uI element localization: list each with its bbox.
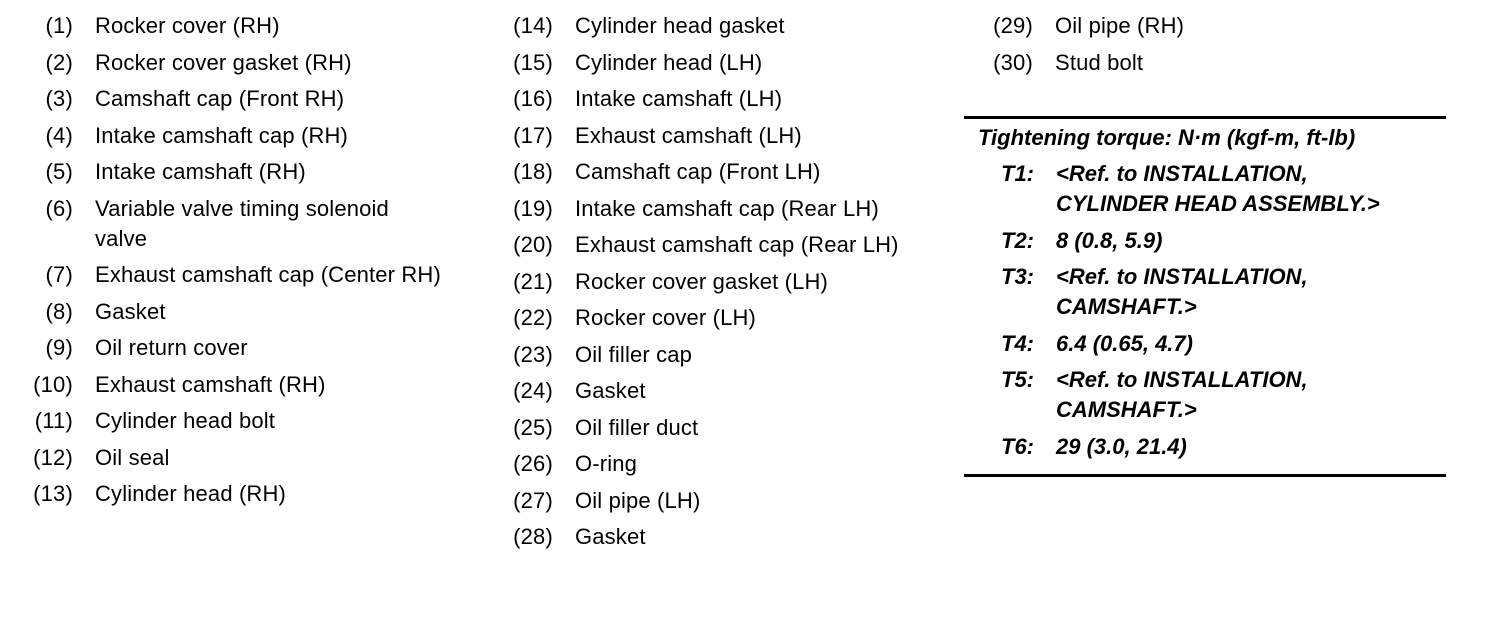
part-name: Oil seal (95, 444, 170, 470)
part-number: (3) (45, 86, 73, 111)
part-row (480, 194, 960, 224)
part-row (480, 486, 960, 516)
torque-code: T6: (1001, 433, 1034, 459)
part-row (480, 413, 960, 443)
part-name: Gasket (575, 378, 646, 403)
part-name: O-ring (575, 451, 638, 476)
part-name: Variable valve timing solenoid valve (95, 195, 389, 251)
part-number: (22) (513, 305, 553, 330)
part-name: Rocker cover (LH) (575, 305, 757, 330)
torque-spec-table (964, 116, 1446, 477)
part-number: (7) (45, 262, 73, 287)
part-number: (12) (33, 444, 73, 470)
part-name: Camshaft cap (Front LH) (575, 159, 821, 184)
part-number: (2) (45, 49, 73, 75)
part-name: Cylinder head bolt (95, 408, 276, 433)
part-name: Rocker cover gasket (RH) (95, 49, 352, 75)
part-row (480, 11, 960, 41)
part-number: (18) (513, 159, 553, 184)
part-row (480, 157, 960, 187)
part-row (480, 340, 960, 370)
part-number: (10) (33, 371, 73, 397)
part-number: (29) (993, 13, 1033, 38)
part-name: Camshaft cap (Front RH) (95, 86, 345, 111)
part-name: Cylinder head (RH) (95, 481, 286, 506)
part-number: (19) (513, 195, 553, 221)
parts-list-column-1 (0, 11, 470, 516)
part-row (480, 303, 960, 333)
torque-value: <Ref. to INSTALLATION, CAMSHAFT.> (1056, 264, 1308, 319)
part-row (0, 443, 470, 473)
torque-row (964, 159, 1446, 219)
part-name: Exhaust camshaft cap (Rear LH) (575, 232, 899, 257)
part-name: Rocker cover (RH) (95, 13, 280, 38)
torque-row (964, 329, 1446, 359)
parts-list-column-2 (480, 11, 960, 559)
torque-code: T5: (1001, 367, 1034, 392)
part-number: (26) (513, 451, 553, 476)
part-row (480, 376, 960, 406)
part-row (0, 121, 470, 151)
part-name: Oil pipe (LH) (575, 487, 701, 513)
torque-row (964, 365, 1446, 425)
part-row (480, 48, 960, 78)
part-number: (23) (513, 341, 553, 367)
part-row (0, 84, 470, 114)
part-row (480, 84, 960, 114)
part-number: (8) (45, 298, 73, 324)
torque-code: T4: (1001, 330, 1034, 356)
part-name: Gasket (95, 298, 166, 324)
part-row (960, 11, 1460, 41)
part-number: (27) (513, 487, 553, 513)
part-name: Oil filler duct (575, 414, 699, 440)
part-row (0, 479, 470, 509)
part-row (960, 48, 1460, 78)
part-number: (20) (513, 232, 553, 257)
torque-value: 6.4 (0.65, 4.7) (1056, 330, 1193, 356)
part-number: (14) (513, 13, 553, 38)
part-number: (16) (513, 86, 553, 111)
part-name: Stud bolt (1055, 49, 1144, 75)
part-number: (28) (513, 524, 553, 549)
part-number: (13) (33, 481, 73, 506)
torque-row (964, 432, 1446, 462)
part-name: Exhaust camshaft cap (Center RH) (95, 262, 441, 287)
part-row (0, 11, 470, 41)
part-name: Oil filler cap (575, 341, 693, 367)
torque-code: T3: (1001, 264, 1034, 289)
parts-list-column-3 (960, 11, 1460, 84)
part-number: (24) (513, 378, 553, 403)
part-row (480, 267, 960, 297)
torque-code: T2: (1001, 227, 1034, 253)
part-row (480, 522, 960, 552)
part-row (0, 157, 470, 187)
part-name: Intake camshaft (RH) (95, 159, 306, 184)
part-row (480, 230, 960, 260)
torque-code: T1: (1001, 161, 1034, 186)
part-row (0, 48, 470, 78)
part-row (0, 370, 470, 400)
torque-table-title: Tightening torque: N·m (kgf-m, ft-lb) (978, 125, 1356, 150)
part-number: (30) (993, 49, 1033, 75)
part-number: (11) (34, 408, 73, 433)
part-number: (15) (513, 49, 553, 75)
part-number: (25) (513, 414, 553, 440)
part-number: (1) (45, 13, 73, 38)
part-row (480, 121, 960, 151)
part-row (0, 297, 470, 327)
part-name: Oil return cover (95, 335, 248, 360)
part-row (0, 260, 470, 290)
torque-row (964, 262, 1446, 322)
part-number: (5) (45, 159, 73, 184)
part-number: (21) (513, 268, 553, 294)
part-number: (4) (45, 122, 73, 148)
part-name: Intake camshaft cap (Rear LH) (575, 195, 879, 221)
torque-value: <Ref. to INSTALLATION, CYLINDER HEAD ASSEMBLY.> (1056, 161, 1380, 216)
part-name: Gasket (575, 524, 646, 549)
part-name: Intake camshaft (LH) (575, 86, 783, 111)
torque-value: 29 (3.0, 21.4) (1056, 433, 1187, 459)
part-number: (6) (45, 195, 73, 221)
part-name: Exhaust camshaft (LH) (575, 122, 802, 148)
part-name: Cylinder head (LH) (575, 49, 763, 75)
part-name: Cylinder head gasket (575, 13, 785, 38)
part-name: Oil pipe (RH) (1055, 13, 1185, 38)
part-number: (9) (45, 335, 73, 360)
part-name: Rocker cover gasket (LH) (575, 268, 829, 294)
part-row (0, 194, 470, 254)
part-row (0, 333, 470, 363)
part-name: Intake camshaft cap (RH) (95, 122, 349, 148)
part-row (480, 449, 960, 479)
part-row (0, 406, 470, 436)
torque-value: 8 (0.8, 5.9) (1056, 227, 1163, 253)
part-name: Exhaust camshaft (RH) (95, 371, 326, 397)
torque-row (964, 226, 1446, 256)
torque-value: <Ref. to INSTALLATION, CAMSHAFT.> (1056, 367, 1308, 422)
part-number: (17) (513, 122, 553, 148)
